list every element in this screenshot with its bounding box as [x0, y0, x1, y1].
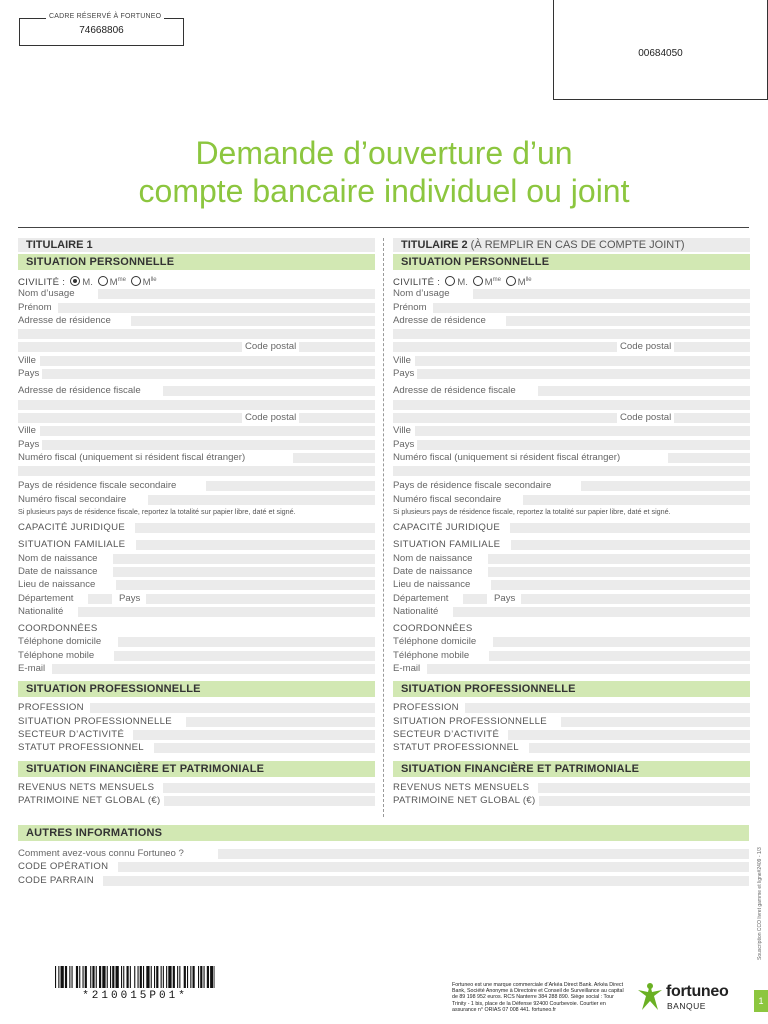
statut-field[interactable]: STATUT PROFESSIONNEL — [393, 741, 750, 754]
titulaire-1-column — [18, 238, 375, 807]
prenom-field[interactable]: Prénom — [18, 301, 375, 314]
profession-field[interactable]: PROFESSION — [18, 701, 375, 714]
civilite-m-radio[interactable] — [445, 276, 455, 286]
adresse-fiscale-field[interactable]: Adresse de résidence fiscale — [18, 384, 375, 397]
civilite-m-radio[interactable] — [70, 276, 80, 286]
fiscal-note: Si plusieurs pays de résidence fiscale, reportez la totalité sur papier libre, daté et signé. — [18, 507, 296, 517]
address-continuation-field[interactable] — [18, 327, 375, 340]
logo-word: fortuneo — [666, 983, 729, 1000]
section-perso: SITUATION PERSONNELLE — [18, 254, 375, 270]
numero-fiscal-field[interactable]: Numéro fiscal (uniquement si résident fiscal étranger) — [18, 451, 375, 464]
adresse-field[interactable]: Adresse de résidence — [393, 314, 750, 327]
reserved-box — [19, 13, 184, 46]
tel-domicile-field[interactable]: Téléphone domicile — [393, 635, 750, 648]
page-title — [0, 134, 768, 210]
numero-fiscal-secondaire-field[interactable]: Numéro fiscal secondaire — [18, 493, 375, 506]
barcode-text: *210015P01* — [82, 990, 188, 1002]
nom-naissance-field[interactable]: Nom de naissance — [393, 552, 750, 565]
lieu-naissance-field[interactable]: Lieu de naissance — [18, 578, 375, 591]
numero-fiscal-field[interactable]: Numéro fiscal (uniquement si résident fiscal étranger) — [393, 451, 750, 464]
titulaire-2-title: TITULAIRE 2 (À REMPLIR EN CAS DE COMPTE JOINT) — [393, 238, 750, 252]
address-continuation-field[interactable] — [393, 464, 750, 477]
fortuneo-logo — [636, 982, 746, 1012]
revenus-field[interactable]: REVENUS NETS MENSUELS — [393, 781, 750, 794]
civilite-row: CIVILITÉ : M. $M^{me}$ $M^{lle}$ — [393, 277, 532, 289]
page-number: 1 — [754, 990, 768, 1012]
departement-pays-field[interactable]: Département Pays — [393, 592, 750, 605]
code-postal-field[interactable]: Code postal — [393, 340, 750, 353]
address-continuation-field[interactable] — [393, 398, 750, 411]
nationalite-field[interactable]: Nationalité — [18, 605, 375, 618]
code-postal-field[interactable]: Code postal — [393, 411, 750, 424]
pays-fiscal-secondaire-field[interactable]: Pays de résidence fiscale secondaire — [393, 479, 750, 492]
pays-field[interactable]: Pays — [393, 367, 750, 380]
email-field[interactable]: E-mail — [18, 662, 375, 675]
section-pro: SITUATION PROFESSIONNELLE — [18, 681, 375, 697]
code-operation-field[interactable]: CODE OPÉRATION — [18, 860, 749, 873]
pays-field[interactable]: Pays — [18, 367, 375, 380]
section-fin: SITUATION FINANCIÈRE ET PATRIMONIALE — [18, 761, 375, 777]
side-reference: Souscription CCO livret gamme et ligne#2409 - 1/3 — [757, 847, 763, 960]
civilite-mlle-radio[interactable] — [506, 276, 516, 286]
legal-notice: Fortuneo est une marque commerciale d’Arkéa Direct Bank. Arkéa Direct Bank, Société Anonyme à Directoire et Conseil de Surveillance au capital de 89 198 952 euros. RCS Nanterre 384 288 890. Siège social : Tour Trinity - 1 bis, place de la Défense 92400 Courbevoie. Courtier en assurance n° ORIAS 07 008 441. fortuneo.fr — [452, 982, 624, 1013]
situation-pro-field[interactable]: SITUATION PROFESSIONNELLE — [393, 715, 750, 728]
secteur-field[interactable]: SECTEUR D’ACTIVITÉ — [18, 728, 375, 741]
address-continuation-field[interactable] — [18, 398, 375, 411]
statut-field[interactable]: STATUT PROFESSIONNEL — [18, 741, 375, 754]
reserved-label: CADRE RÉSERVÉ À FORTUNEO — [46, 13, 164, 20]
title-line-2: compte bancaire individuel ou joint — [138, 173, 630, 209]
civilite-row: CIVILITÉ : M. $M^{me}$ $M^{lle}$ — [18, 277, 157, 289]
section-autres: AUTRES INFORMATIONS — [18, 825, 749, 841]
tel-domicile-field[interactable]: Téléphone domicile — [18, 635, 375, 648]
date-naissance-field[interactable]: Date de naissance — [393, 565, 750, 578]
secteur-field[interactable]: SECTEUR D’ACTIVITÉ — [393, 728, 750, 741]
coordonnees-field[interactable]: COORDONNÉES — [393, 622, 750, 635]
scan-box — [553, 0, 768, 100]
address-continuation-field[interactable] — [393, 327, 750, 340]
scan-number: 00684050 — [638, 48, 683, 59]
code-parrain-field[interactable]: CODE PARRAIN — [18, 874, 749, 887]
capacite-field[interactable]: CAPACITÉ JURIDIQUE — [18, 521, 375, 534]
lieu-naissance-field[interactable]: Lieu de naissance — [393, 578, 750, 591]
civilite-mme-radio[interactable] — [473, 276, 483, 286]
title-line-1: Demande d’ouverture d’un — [195, 135, 573, 171]
titulaire-2-column — [393, 238, 750, 807]
civilite-mme-radio[interactable] — [98, 276, 108, 286]
address-continuation-field[interactable] — [18, 464, 375, 477]
connu-field[interactable]: Comment avez-vous connu Fortuneo ? — [18, 847, 749, 860]
civilite-mlle-radio[interactable] — [131, 276, 141, 286]
star-figure-icon — [636, 982, 664, 1012]
section-fin: SITUATION FINANCIÈRE ET PATRIMONIALE — [393, 761, 750, 777]
prenom-field[interactable]: Prénom — [393, 301, 750, 314]
pays-field[interactable]: Pays — [18, 438, 375, 451]
title-rule — [18, 227, 749, 228]
profession-field[interactable]: PROFESSION — [393, 701, 750, 714]
autres-informations — [18, 825, 749, 887]
numero-fiscal-secondaire-field[interactable]: Numéro fiscal secondaire — [393, 493, 750, 506]
email-field[interactable]: E-mail — [393, 662, 750, 675]
patrimoine-field[interactable]: PATRIMOINE NET GLOBAL (€) — [18, 794, 375, 807]
adresse-fiscale-field[interactable]: Adresse de résidence fiscale — [393, 384, 750, 397]
nom-naissance-field[interactable]: Nom de naissance — [18, 552, 375, 565]
logo-sub: BANQUE — [667, 1001, 706, 1011]
pays-fiscal-secondaire-field[interactable]: Pays de résidence fiscale secondaire — [18, 479, 375, 492]
date-naissance-field[interactable]: Date de naissance — [18, 565, 375, 578]
reserved-number: 74668806 — [79, 25, 124, 36]
ville-field[interactable]: Ville — [393, 354, 750, 367]
fiscal-note: Si plusieurs pays de résidence fiscale, reportez la totalité sur papier libre, daté et signé. — [393, 507, 671, 517]
ville-field[interactable]: Ville — [18, 354, 375, 367]
section-pro: SITUATION PROFESSIONNELLE — [393, 681, 750, 697]
situation-pro-field[interactable]: SITUATION PROFESSIONNELLE — [18, 715, 375, 728]
barcode — [55, 966, 215, 988]
pays-field[interactable]: Pays — [393, 438, 750, 451]
departement-pays-field[interactable]: Département Pays — [18, 592, 375, 605]
patrimoine-field[interactable]: PATRIMOINE NET GLOBAL (€) — [393, 794, 750, 807]
code-postal-field[interactable]: Code postal — [18, 340, 375, 353]
tel-mobile-field[interactable]: Téléphone mobile — [393, 649, 750, 662]
code-postal-field[interactable]: Code postal — [18, 411, 375, 424]
titulaire-1-title: TITULAIRE 1 — [18, 238, 375, 252]
tel-mobile-field[interactable]: Téléphone mobile — [18, 649, 375, 662]
coordonnees-field[interactable]: COORDONNÉES — [18, 622, 375, 635]
familiale-field[interactable]: SITUATION FAMILIALE — [393, 538, 750, 551]
ville-field[interactable]: Ville — [18, 424, 375, 437]
nationalite-field[interactable]: Nationalité — [393, 605, 750, 618]
nom-usage-field[interactable]: Nom d’usage — [18, 287, 375, 300]
ville-field[interactable]: Ville — [393, 424, 750, 437]
nom-usage-field[interactable]: Nom d’usage — [393, 287, 750, 300]
adresse-field[interactable]: Adresse de résidence — [18, 314, 375, 327]
column-divider — [383, 238, 384, 817]
revenus-field[interactable]: REVENUS NETS MENSUELS — [18, 781, 375, 794]
capacite-field[interactable]: CAPACITÉ JURIDIQUE — [393, 521, 750, 534]
section-perso: SITUATION PERSONNELLE — [393, 254, 750, 270]
familiale-field[interactable]: SITUATION FAMILIALE — [18, 538, 375, 551]
